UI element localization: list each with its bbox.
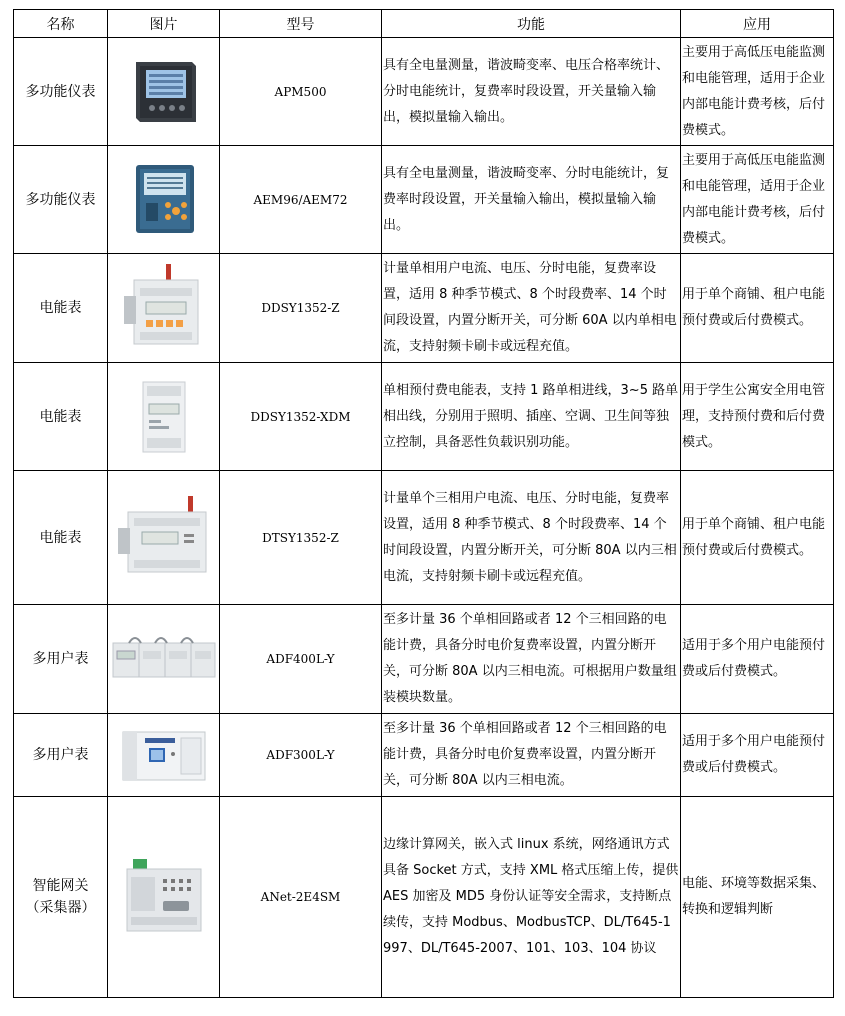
row-application (681, 146, 834, 254)
row-model: ADF400L-Y (220, 605, 382, 714)
row-name: 多功能仪表 (14, 146, 108, 254)
row-application (681, 254, 834, 363)
row-function (382, 363, 681, 471)
row-name: 电能表 (14, 363, 108, 471)
row-application (681, 471, 834, 605)
panel-meter-keypad-icon (126, 161, 202, 239)
table-row (14, 605, 834, 714)
row-name-main: 智能网关 (32, 878, 89, 894)
row-application (681, 797, 834, 998)
row-application (681, 38, 834, 146)
header-picture: 图片 (108, 10, 220, 38)
row-picture (108, 38, 220, 146)
row-application-text: 主要用于高低压电能监测和电能管理，适用于企业内部电能计费考核，后付费模式。 (682, 44, 826, 138)
row-model: ANet-2E4SM (220, 797, 382, 998)
row-application (681, 363, 834, 471)
table-row (14, 38, 834, 146)
row-model: APM500 (220, 38, 382, 146)
row-name: 多用户表 (14, 605, 108, 714)
multi-user-meter-modules-icon (111, 629, 217, 689)
row-name: 电能表 (14, 471, 108, 605)
row-model: ADF300L-Y (220, 714, 382, 797)
product-table (13, 9, 834, 998)
row-model: AEM96/AEM72 (220, 146, 382, 254)
row-application-text: 电能、环境等数据采集、转换和逻辑判断 (682, 876, 826, 917)
row-name (14, 797, 108, 998)
row-function-text: 单相预付费电能表，支持 1 路单相进线，3~5 路单相出线，分别用于照明、插座、空调、卫生间等独立控制，具备恶性负载识别功能。 (383, 382, 679, 450)
row-function-text: 具有全电量测量，谐波畸变率、电压合格率统计、分时电能统计，复费率时段设置，开关量输入输出，模拟量输入输出。 (383, 57, 670, 125)
row-picture (108, 714, 220, 797)
table-row (14, 254, 834, 363)
table-row (14, 714, 834, 797)
row-picture (108, 254, 220, 363)
row-function-text: 计量单个三相用户电流、电压、分时电能，复费率设置，适用 8 种季节模式、8 个时段费率、14 个时间段设置，内置分断开关，可分断 80A 以内三相电流，支持射频卡刷卡或远程充值。 (383, 490, 677, 584)
three-phase-meter-antenna-icon (114, 490, 214, 586)
din-rail-meter-antenna-icon (116, 260, 212, 356)
header-name: 名称 (14, 10, 108, 38)
row-name: 电能表 (14, 254, 108, 363)
row-name: 多功能仪表 (14, 38, 108, 146)
row-picture (108, 605, 220, 714)
row-picture (108, 363, 220, 471)
row-application-text: 主要用于高低压电能监测和电能管理，适用于企业内部电能计费考核，后付费模式。 (682, 152, 826, 246)
row-function (382, 254, 681, 363)
row-application-text: 适用于多个用户电能预付费或后付费模式。 (682, 734, 826, 775)
header-row (14, 10, 834, 38)
row-model: DDSY1352-XDM (220, 363, 382, 471)
multi-user-meter-cabinet-icon (119, 724, 209, 786)
row-model: DDSY1352-Z (220, 254, 382, 363)
table-row (14, 471, 834, 605)
row-application (681, 714, 834, 797)
table-row (14, 797, 834, 998)
row-function (382, 605, 681, 714)
row-function-text: 至多计量 36 个单相回路或者 12 个三相回路的电能计费，具备分时电价复费率设置，内置分断开关，可分断 80A 以内三相电流。 (383, 721, 667, 788)
row-application-text: 用于学生公寓安全用电管理，支持预付费和后付费模式。 (682, 382, 826, 450)
gateway-device-icon (119, 853, 209, 941)
row-name-sub: （采集器） (25, 900, 96, 916)
row-function (382, 471, 681, 605)
table-row (14, 146, 834, 254)
row-function (382, 797, 681, 998)
header-model: 型号 (220, 10, 382, 38)
row-name: 多用户表 (14, 714, 108, 797)
table-row (14, 363, 834, 471)
row-application-text: 用于单个商铺、租户电能预付费或后付费模式。 (682, 287, 826, 328)
row-function-text: 边缘计算网关，嵌入式 linux 系统，网络通讯方式具备 Socket 方式，支持 XML 格式压缩上传，提供 AES 加密及 MD5 身份认证等安全需求，支持断点续传，支持 Modbus、ModbusTCP、DL/T645-1997、DL/T645-2007、101、103、104 协议 (383, 837, 679, 956)
row-application-text: 适用于多个用户电能预付费或后付费模式。 (682, 638, 826, 679)
row-model: DTSY1352-Z (220, 471, 382, 605)
row-function-text: 计量单相用户电流、电压、分时电能，复费率设置，适用 8 种季节模式、8 个时段费率、14 个时间段设置，内置分断开关，可分断 60A 以内单相电流，支持射频卡刷卡或远程充值。 (383, 261, 677, 354)
row-picture (108, 471, 220, 605)
row-picture (108, 797, 220, 998)
row-application (681, 605, 834, 714)
row-function (382, 38, 681, 146)
row-function (382, 714, 681, 797)
panel-meter-square-icon (126, 56, 202, 128)
row-application-text: 用于单个商铺、租户电能预付费或后付费模式。 (682, 516, 826, 558)
row-function-text: 至多计量 36 个单相回路或者 12 个三相回路的电能计费，具备分时电价复费率设置，内置分断开关，可分断 80A 以内三相电流。可根据用户数量组装模块数量。 (383, 612, 677, 705)
row-function-text: 具有全电量测量，谐波畸变率、分时电能统计，复费率时段设置，开关量输入输出，模拟量输入输出。 (383, 165, 670, 233)
header-function: 功能 (382, 10, 681, 38)
header-application: 应用 (681, 10, 834, 38)
din-rail-meter-icon (129, 376, 199, 458)
row-function (382, 146, 681, 254)
row-picture (108, 146, 220, 254)
